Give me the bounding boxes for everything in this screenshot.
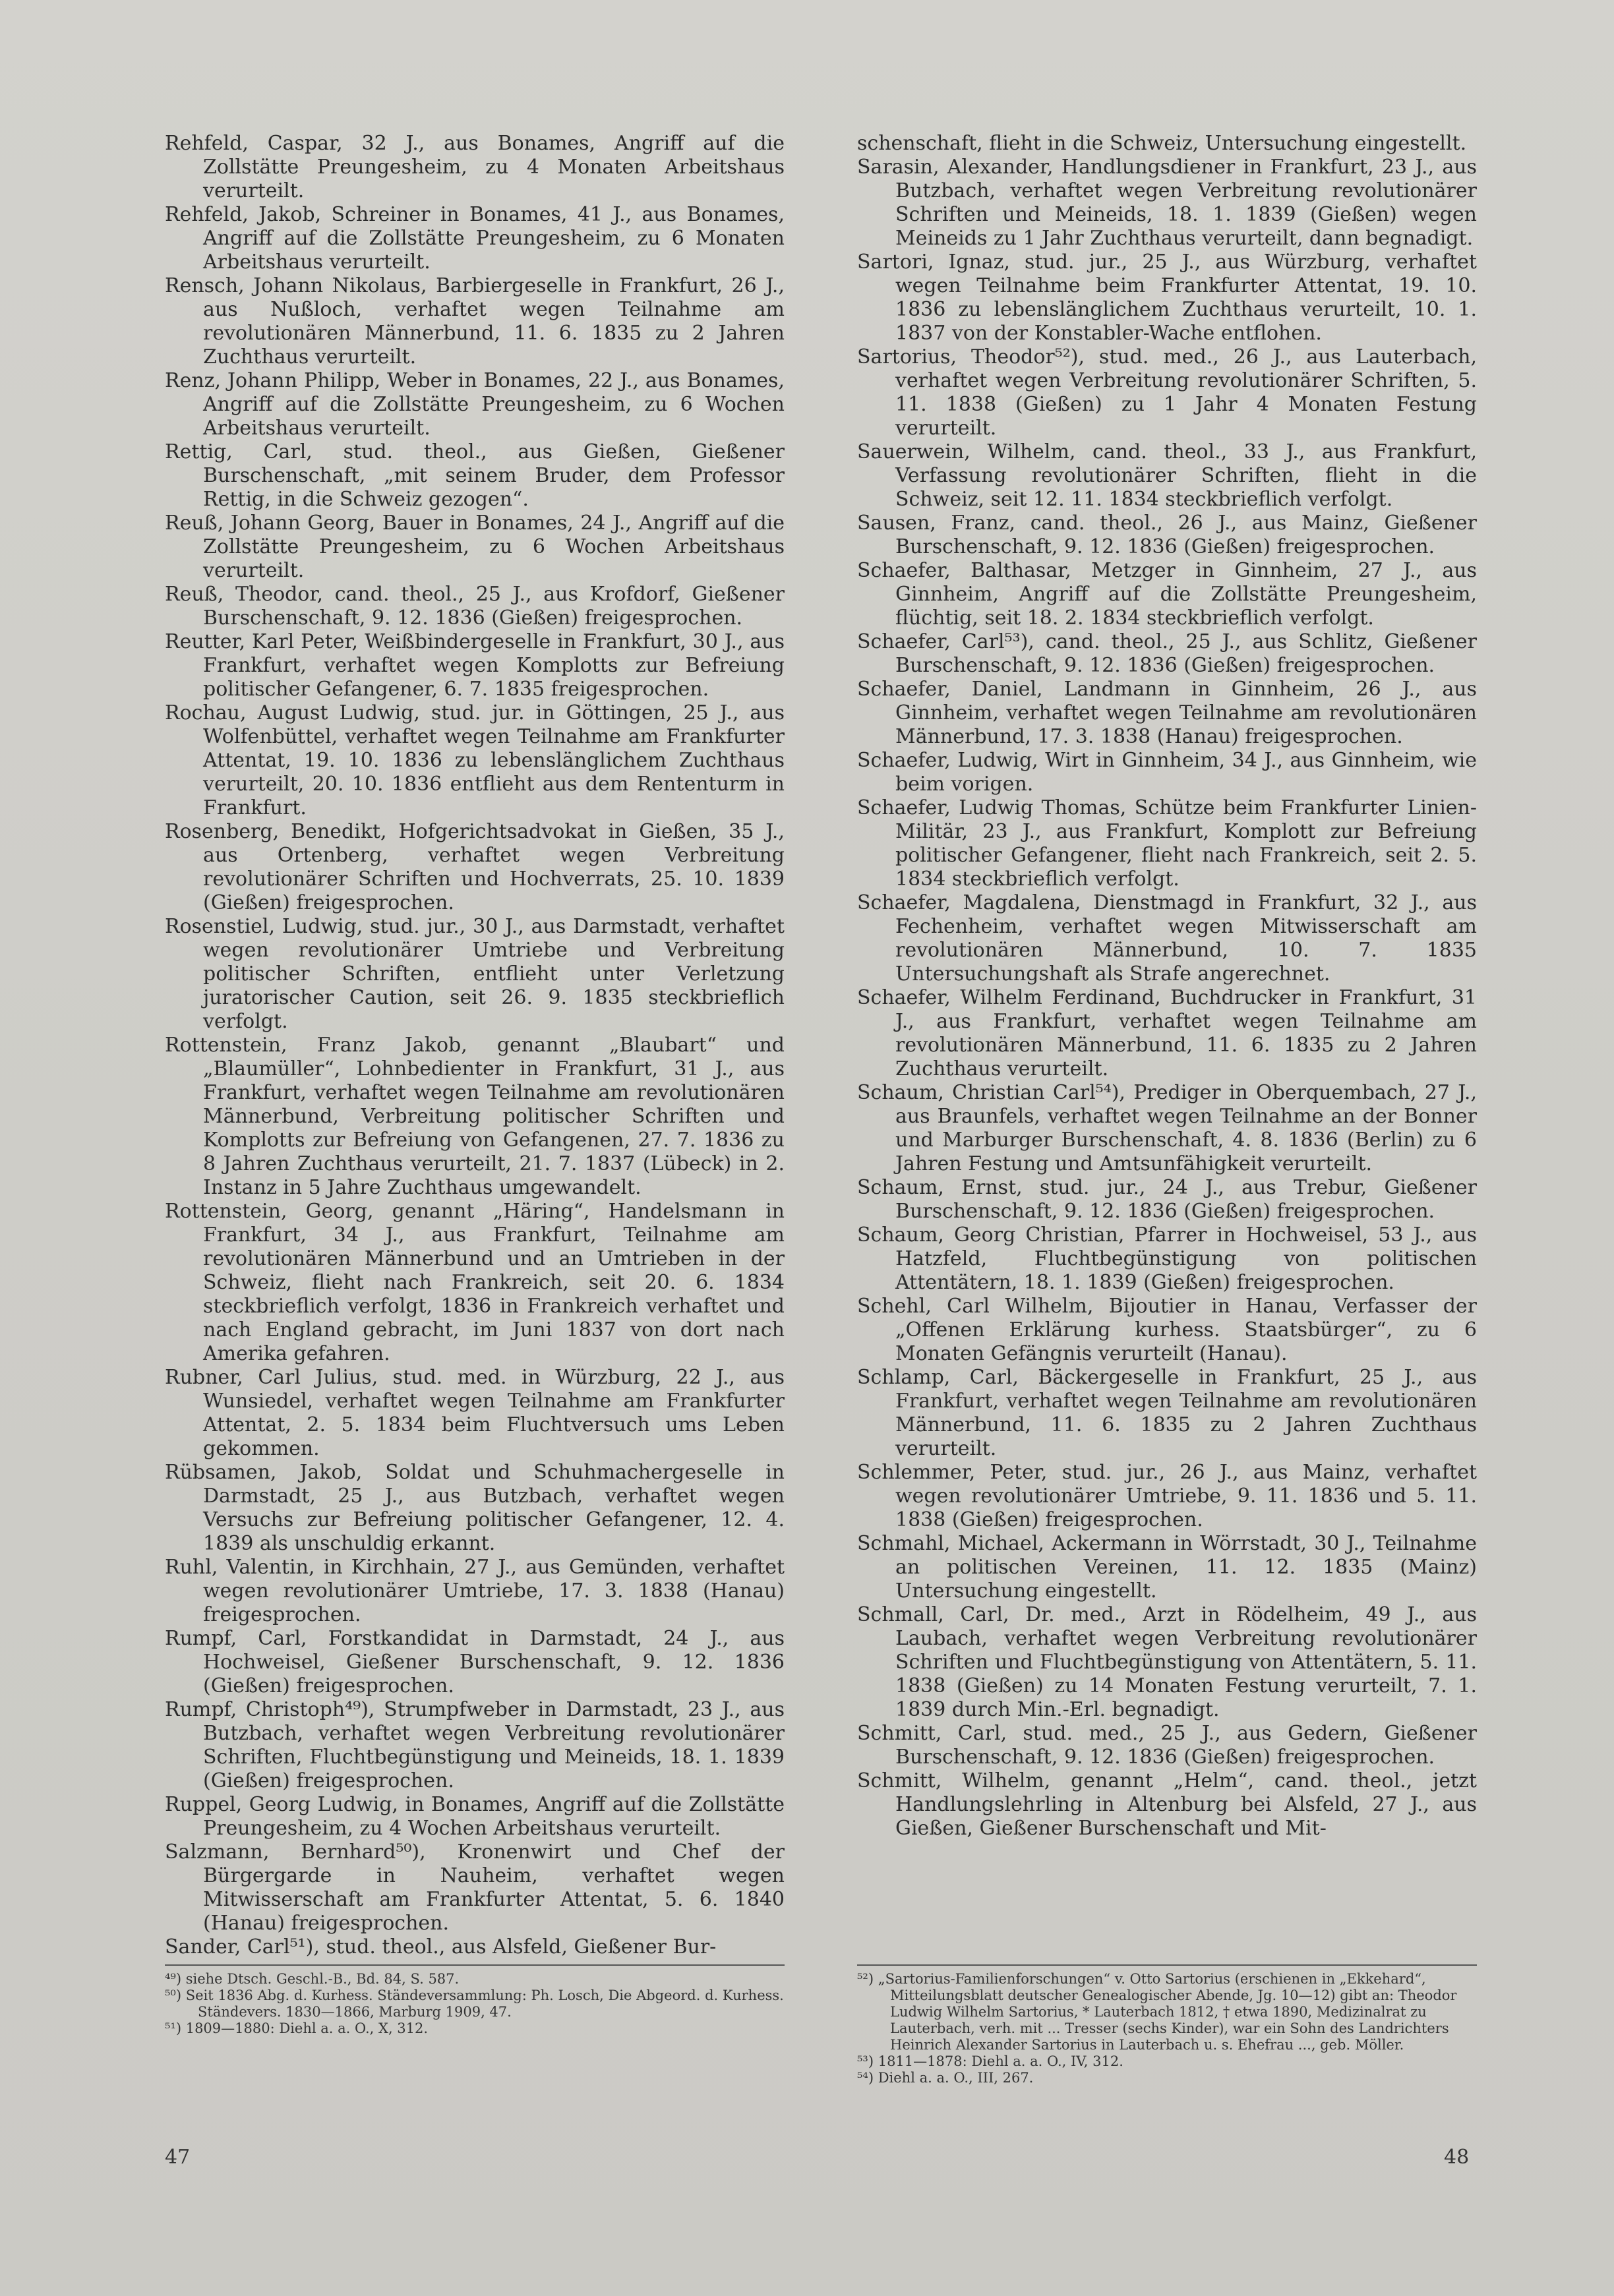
register-entry: Rottenstein, Georg, genannt „Häring“, Handelsmann in Frankfurt, 34 J., aus Frankfurt, Teilnahme am revolutionären Männerbund und an Umtrieben in der Schweiz, flieht nach Frankreich, seit 20. 6. 1834 steckbrieflich verfolgt, 1836 in Frankreich verhaftet und nach England gebracht, im Juni 1837 von dort nach Amerika gefahren.	[165, 1200, 785, 1365]
register-entry: Sauerwein, Wilhelm, cand. theol., 33 J., aus Frankfurt, Verfassung revolutionärer Schriften, flieht in die Schweiz, seit 12. 11. 1834 steckbrieflich verfolgt.	[857, 440, 1477, 511]
left-entries	[165, 132, 785, 1958]
register-entry: Renz, Johann Philipp, Weber in Bonames, 22 J., aus Bonames, Angriff auf die Zollstätte Preungesheim, zu 6 Wochen Arbeitshaus verurteilt.	[165, 369, 785, 440]
register-entry: Sander, Carl⁵¹), stud. theol., aus Alsfeld, Gießener Bur-	[165, 1935, 717, 1958]
register-entry: Reuß, Johann Georg, Bauer in Bonames, 24 J., Angriff auf die Zollstätte Preungesheim, zu 6 Wochen Arbeitshaus verurteilt.	[165, 512, 785, 582]
register-entry: Schmahl, Michael, Ackermann in Wörrstadt, 30 J., Teilnahme an politischen Vereinen, 11. 12. 1835 (Mainz) Untersuchung eingestellt.	[857, 1532, 1477, 1603]
register-entry: Reutter, Karl Peter, Weißbindergeselle in Frankfurt, 30 J., aus Frankfurt, verhaftet wegen Komplotts zur Befreiung politischer Gefangener, 6. 7. 1835 freigesprochen.	[165, 630, 785, 701]
footnote: ⁵²) „Sartorius-Familienforschungen“ v. Otto Sartorius (erschienen in „Ekkehard“, Mitteilungsblatt deutscher Genealogischer Abende, Jg. 10—12) gibt an: Theodor Ludwig Wilhelm Sartorius, * Lauterbach 1812, † etwa 1890, Medizinalrat zu Lauterbach, verh. mit ... Tresser (sechs Kinder), war ein Sohn des Landrichters Heinrich Alexander Sartorius in Lauterbach u. s. Ehefrau ..., geb. Möller.	[857, 1971, 1457, 2053]
register-entry: Schaum, Christian Carl⁵⁴), Prediger in Oberquembach, 27 J., aus Braunfels, verhaftet wegen Teilnahme an der Bonner und Marburger Burschenschaft, 4. 8. 1836 (Berlin) zu 6 Jahren Festung und Amtsunfähigkeit verurteilt.	[857, 1081, 1477, 1175]
page-number-left: 47	[165, 2146, 191, 2169]
register-entry: Rettig, Carl, stud. theol., aus Gießen, Gießener Burschenschaft, „mit seinem Bruder, dem Professor Rettig, in die Schweiz gezogen“.	[165, 440, 785, 511]
register-entry: Rehfeld, Caspar, 32 J., aus Bonames, Angriff auf die Zollstätte Preungesheim, zu 4 Monaten Arbeitshaus verurteilt.	[165, 132, 785, 202]
left-page-column	[165, 132, 785, 2036]
register-entry: Schehl, Carl Wilhelm, Bijoutier in Hanau, Verfasser der „Offenen Erklärung kurhess. Staatsbürger“, zu 6 Monaten Gefängnis verurteilt (Hanau).	[857, 1295, 1477, 1365]
footnote: ⁵³) 1811—1878: Diehl a. a. O., IV, 312.	[857, 2053, 1123, 2069]
register-entry: Schaum, Ernst, stud. jur., 24 J., aus Trebur, Gießener Burschenschaft, 9. 12. 1836 (Gießen) freigesprochen.	[857, 1176, 1477, 1223]
register-entry: Schmitt, Carl, stud. med., 25 J., aus Gedern, Gießener Burschenschaft, 9. 12. 1836 (Gießen) freigesprochen.	[857, 1722, 1477, 1769]
footnote: ⁴⁹) siehe Dtsch. Geschl.-B., Bd. 84, S. 587.	[165, 1971, 460, 1987]
register-entry: Schaefer, Carl⁵³), cand. theol., 25 J., aus Schlitz, Gießener Burschenschaft, 9. 12. 1836 (Gießen) freigesprochen.	[857, 630, 1477, 677]
register-entry: Schaefer, Daniel, Landmann in Ginnheim, 26 J., aus Ginnheim, verhaftet wegen Teilnahme am revolutionären Männerbund, 17. 3. 1838 (Hanau) freigesprochen.	[857, 678, 1477, 748]
register-entry: Schaefer, Magdalena, Dienstmagd in Frankfurt, 32 J., aus Fechenheim, verhaftet wegen Mitwisserschaft am revolutionären Männerbund, 10. 7. 1835 Untersuchungshaft als Strafe angerechnet.	[857, 891, 1477, 986]
register-entry: Sausen, Franz, cand. theol., 26 J., aus Mainz, Gießener Burschenschaft, 9. 12. 1836 (Gießen) freigesprochen.	[857, 512, 1477, 558]
register-entry: Ruhl, Valentin, in Kirchhain, 27 J., aus Gemünden, verhaftet wegen revolutionärer Umtriebe, 17. 3. 1838 (Hanau) freigesprochen.	[165, 1556, 785, 1626]
right-page-column	[857, 132, 1477, 2086]
register-entry: Rottenstein, Franz Jakob, genannt „Blaubart“ und „Blaumüller“, Lohnbedienter in Frankfurt, 31 J., aus Frankfurt, verhaftet wegen Teilnahme am revolutionären Männerbund, Verbreitung politischer Schriften und Komplotts zur Befreiung von Gefangenen, 27. 7. 1836 zu 8 Jahren Zuchthaus verurteilt, 21. 7. 1837 (Lübeck) in 2. Instanz in 5 Jahre Zuchthaus umgewandelt.	[165, 1034, 785, 1199]
register-entry: Rosenberg, Benedikt, Hofgerichtsadvokat in Gießen, 35 J., aus Ortenberg, verhaftet wegen Verbreitung revolutionärer Schriften und Hochverrats, 25. 10. 1839 (Gießen) freigesprochen.	[165, 820, 785, 914]
right-footnotes	[857, 1964, 1477, 2086]
register-entry: Rosenstiel, Ludwig, stud. jur., 30 J., aus Darmstadt, verhaftet wegen revolutionärer Umtriebe und Verbreitung politischer Schriften, entflieht unter Verletzung juratorischer Caution, seit 26. 9. 1835 steckbrieflich verfolgt.	[165, 915, 785, 1033]
register-entry: Rumpf, Christoph⁴⁹), Strumpfweber in Darmstadt, 23 J., aus Butzbach, verhaftet wegen Verbreitung revolutionärer Schriften, Fluchtbegünstigung und Meineids, 18. 1. 1839 (Gießen) freigesprochen.	[165, 1698, 785, 1792]
register-entry: Rumpf, Carl, Forstkandidat in Darmstadt, 24 J., aus Hochweisel, Gießener Burschenschaft, 9. 12. 1836 (Gießen) freigesprochen.	[165, 1627, 785, 1697]
register-entry: Rubner, Carl Julius, stud. med. in Würzburg, 22 J., aus Wunsiedel, verhaftet wegen Teilnahme am Frankfurter Attentat, 2. 5. 1834 beim Fluchtversuch ums Leben gekommen.	[165, 1366, 785, 1460]
register-entry: Sartori, Ignaz, stud. jur., 25 J., aus Würzburg, verhaftet wegen Teilnahme beim Frankfurter Attentat, 19. 10. 1836 zu lebenslänglichem Zuchthaus verurteilt, 10. 1. 1837 von der Konstabler-Wache entflohen.	[857, 250, 1477, 345]
register-entry: Schmall, Carl, Dr. med., Arzt in Rödelheim, 49 J., aus Laubach, verhaftet wegen Verbreitung revolutionärer Schriften und Fluchtbegünstigung von Attentätern, 5. 11. 1838 (Gießen) zu 14 Monaten Festung verurteilt, 7. 1. 1839 durch Min.-Erl. begnadigt.	[857, 1603, 1477, 1721]
register-entry: schenschaft, flieht in die Schweiz, Untersuchung eingestellt.	[857, 132, 1467, 155]
right-entries	[857, 132, 1477, 1945]
register-entry: Schlemmer, Peter, stud. jur., 26 J., aus Mainz, verhaftet wegen revolutionärer Umtriebe, 9. 11. 1836 und 5. 11. 1838 (Gießen) freigesprochen.	[857, 1461, 1477, 1531]
register-entry: Schaefer, Ludwig Thomas, Schütze beim Frankfurter Linien-Militär, 23 J., aus Frankfurt, Komplott zur Befreiung politischer Gefangener, flieht nach Frankreich, seit 2. 5. 1834 steckbrieflich verfolgt.	[857, 796, 1477, 891]
register-entry: Reuß, Theodor, cand. theol., 25 J., aus Krofdorf, Gießener Burschenschaft, 9. 12. 1836 (Gießen) freigesprochen.	[165, 583, 785, 630]
register-entry: Schaefer, Wilhelm Ferdinand, Buchdrucker in Frankfurt, 31 J., aus Frankfurt, verhaftet wegen Teilnahme am revolutionären Männerbund, 11. 6. 1835 zu 2 Jahren Zuchthaus verurteilt.	[857, 986, 1477, 1080]
footnote: ⁵⁴) Diehl a. a. O., III, 267.	[857, 2070, 1034, 2086]
register-entry: Rehfeld, Jakob, Schreiner in Bonames, 41 J., aus Bonames, Angriff auf die Zollstätte Preungesheim, zu 6 Monaten Arbeitshaus verurteilt.	[165, 203, 785, 274]
footnote: ⁵¹) 1809—1880: Diehl a. a. O., X, 312.	[165, 2020, 429, 2036]
footnote: ⁵⁰) Seit 1836 Abg. d. Kurhess. Ständeversammlung: Ph. Losch, Die Abgeord. d. Kurhess. Ständevers. 1830—1866, Marburg 1909, 47.	[165, 1987, 784, 2020]
register-entry: Sarasin, Alexander, Handlungsdiener in Frankfurt, 23 J., aus Butzbach, verhaftet wegen Verbreitung revolutionärer Schriften und Meineids, 18. 1. 1839 (Gießen) wegen Meineids zu 1 Jahr Zuchthaus verurteilt, dann begnadigt.	[857, 156, 1477, 250]
page-number-right: 48	[1444, 2146, 1470, 2169]
register-entry: Salzmann, Bernhard⁵⁰), Kronenwirt und Chef der Bürgergarde in Nauheim, verhaftet wegen Mitwisserschaft am Frankfurter Attentat, 5. 6. 1840 (Hanau) freigesprochen.	[165, 1840, 785, 1935]
register-entry: Rochau, August Ludwig, stud. jur. in Göttingen, 25 J., aus Wolfenbüttel, verhaftet wegen Teilnahme am Frankfurter Attentat, 19. 10. 1836 zu lebenslänglichem Zuchthaus verurteilt, 20. 10. 1836 entflieht aus dem Rententurm in Frankfurt.	[165, 701, 785, 819]
register-entry: Sartorius, Theodor⁵²), stud. med., 26 J., aus Lauterbach, verhaftet wegen Verbreitung revolutionärer Schriften, 5. 11. 1838 (Gießen) zu 1 Jahr 4 Monaten Festung verurteilt.	[857, 345, 1477, 440]
register-entry: Schlamp, Carl, Bäckergeselle in Frankfurt, 25 J., aus Frankfurt, verhaftet wegen Teilnahme am revolutionären Männerbund, 11. 6. 1835 zu 2 Jahren Zuchthaus verurteilt.	[857, 1366, 1477, 1460]
register-entry: Ruppel, Georg Ludwig, in Bonames, Angriff auf die Zollstätte Preungesheim, zu 4 Wochen Arbeitshaus verurteilt.	[165, 1793, 785, 1840]
left-footnotes	[165, 1964, 785, 2037]
register-entry: Schaefer, Ludwig, Wirt in Ginnheim, 34 J., aus Ginnheim, wie beim vorigen.	[857, 749, 1477, 796]
register-entry: Schaum, Georg Christian, Pfarrer in Hochweisel, 53 J., aus Hatzfeld, Fluchtbegünstigung von politischen Attentätern, 18. 1. 1839 (Gießen) freigesprochen.	[857, 1223, 1477, 1294]
register-entry: Schaefer, Balthasar, Metzger in Ginnheim, 27 J., aus Ginnheim, Angriff auf die Zollstätte Preungesheim, flüchtig, seit 18. 2. 1834 steckbrieflich verfolgt.	[857, 559, 1477, 630]
register-entry: Rensch, Johann Nikolaus, Barbiergeselle in Frankfurt, 26 J., aus Nußloch, verhaftet wegen Teilnahme am revolutionären Männerbund, 11. 6. 1835 zu 2 Jahren Zuchthaus verurteilt.	[165, 274, 785, 368]
register-entry: Schmitt, Wilhelm, genannt „Helm“, cand. theol., jetzt Handlungslehrling in Altenburg bei Alsfeld, 27 J., aus Gießen, Gießener Burschenschaft und Mit-	[857, 1769, 1477, 1840]
register-entry: Rübsamen, Jakob, Soldat und Schuhmachergeselle in Darmstadt, 25 J., aus Butzbach, verhaftet wegen Versuchs zur Befreiung politischer Gefangener, 12. 4. 1839 als unschuldig erkannt.	[165, 1461, 785, 1555]
